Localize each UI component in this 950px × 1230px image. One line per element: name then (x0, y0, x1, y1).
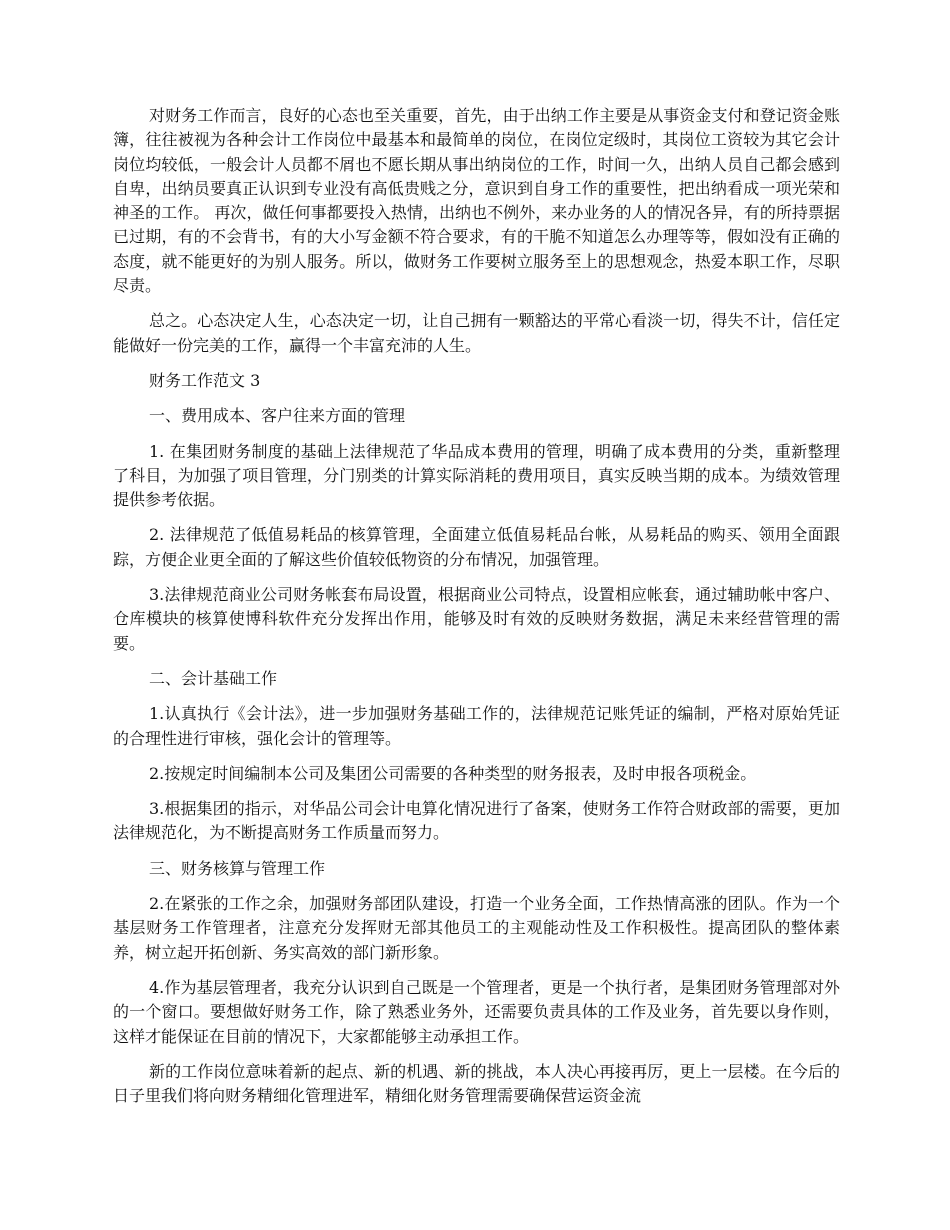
section-title-sample-3: 财务工作范文 3 (149, 370, 261, 390)
paragraph-management-item-4: 4.作为基层管理者，我充分认识到自己既是一个管理者，更是一个执行者，是集团财务管理部对外的一个窗口。要想做好财务工作，除了熟悉业务外，还需要负责具体的工作及业务，首先要以身作则，这样才能保证在目前的情况下，大家都能够主动承担工作。 (113, 977, 840, 1046)
section-heading-accounting-basics: 二、会计基础工作 (149, 668, 278, 688)
section-heading-accounting-management: 三、财务核算与管理工作 (149, 858, 326, 878)
paragraph-basics-item-3: 3.根据集团的指示，对华品公司会计电算化情况进行了备案，使财务工作符合财政部的需要，更加法律规范化，为不断提高财务工作质量而努力。 (113, 799, 840, 843)
paragraph-cost-item-2: 2. 法律规范了低值易耗品的核算管理，全面建立低值易耗品台帐，从易耗品的购买、领用全面跟踪，方便企业更全面的了解这些价值较低物资的分布情况，加强管理。 (113, 525, 840, 569)
paragraph-cost-item-1: 1. 在集团财务制度的基础上法律规范了华品成本费用的管理，明确了成本费用的分类，重新整理了科目，为加强了项目管理，分门别类的计算实际消耗的费用项目，真实反映当期的成本。为绩效管理提供参考依据。 (113, 441, 840, 510)
document-page (113, 104, 840, 1119)
paragraph-basics-item-1: 1.认真执行《会计法》，进一步加强财务基础工作的，法律规范记账凭证的编制，严格对原始凭证的合理性进行审核，强化会计的管理等。 (113, 704, 840, 748)
section-heading-cost-management: 一、费用成本、客户往来方面的管理 (149, 406, 406, 426)
paragraph-cost-item-3: 3.法律规范商业公司财务帐套布局设置，根据商业公司特点，设置相应帐套，通过辅助帐中客户、仓库模块的核算使博科软件充分发挥出作用，能够及时有效的反映财务数据，满足未来经营管理的需要。 (113, 585, 840, 653)
paragraph-basics-item-2: 2.按规定时间编制本公司及集团公司需要的各种类型的财务报表，及时申报各项税金。 (149, 763, 757, 783)
paragraph-mindset: 对财务工作而言，良好的心态也至关重要，首先，由于出纳工作主要是从事资金支付和登记资金账簿，往往被视为各种会计工作岗位中最基本和最简单的岗位，在岗位定级时，其岗位工资较为其它会计岗位均较低，一般会计人员都不屑也不愿长期从事出纳岗位的工作，时间一久，出纳人员自己都会感到自卑，出纳员要真正认识到专业没有高低贵贱之分，意识到自身工作的重要性，把出纳看成一项光荣和神圣的工作。 再次，做任何事都要投入热情，出纳也不例外，来办业务的人的情况各异，有的所持票据已过期，有的不会背书，有的大小写金额不符合要求，有的干脆不知道怎么办理等等，假如没有正确的态度，就不能更好的为别人服务。所以，做财务工作要树立服务至上的思想观念，热爱本职工作，尽职尽责。 (113, 106, 840, 296)
paragraph-outlook: 新的工作岗位意味着新的起点、新的机遇、新的挑战，本人决心再接再厉，更上一层楼。在今后的日子里我们将向财务精细化管理进军，精细化财务管理需要确保营运资金流 (113, 1061, 840, 1106)
paragraph-management-item-2: 2.在紧张的工作之余，加强财务部团队建设，打造一个业务全面，工作热情高涨的团队。作为一个基层财务工作管理者，注意充分发挥财无部其他员工的主观能动性及工作积极性。提高团队的整体素养，树立起开拓创新、务实高效的部门新形象。 (113, 894, 840, 962)
paragraph-conclusion: 总之。心态决定人生，心态决定一切，让自己拥有一颗豁达的平常心看淡一切，得失不计，信任定能做好一份完美的工作，赢得一个丰富充沛的人生。 (113, 311, 840, 355)
